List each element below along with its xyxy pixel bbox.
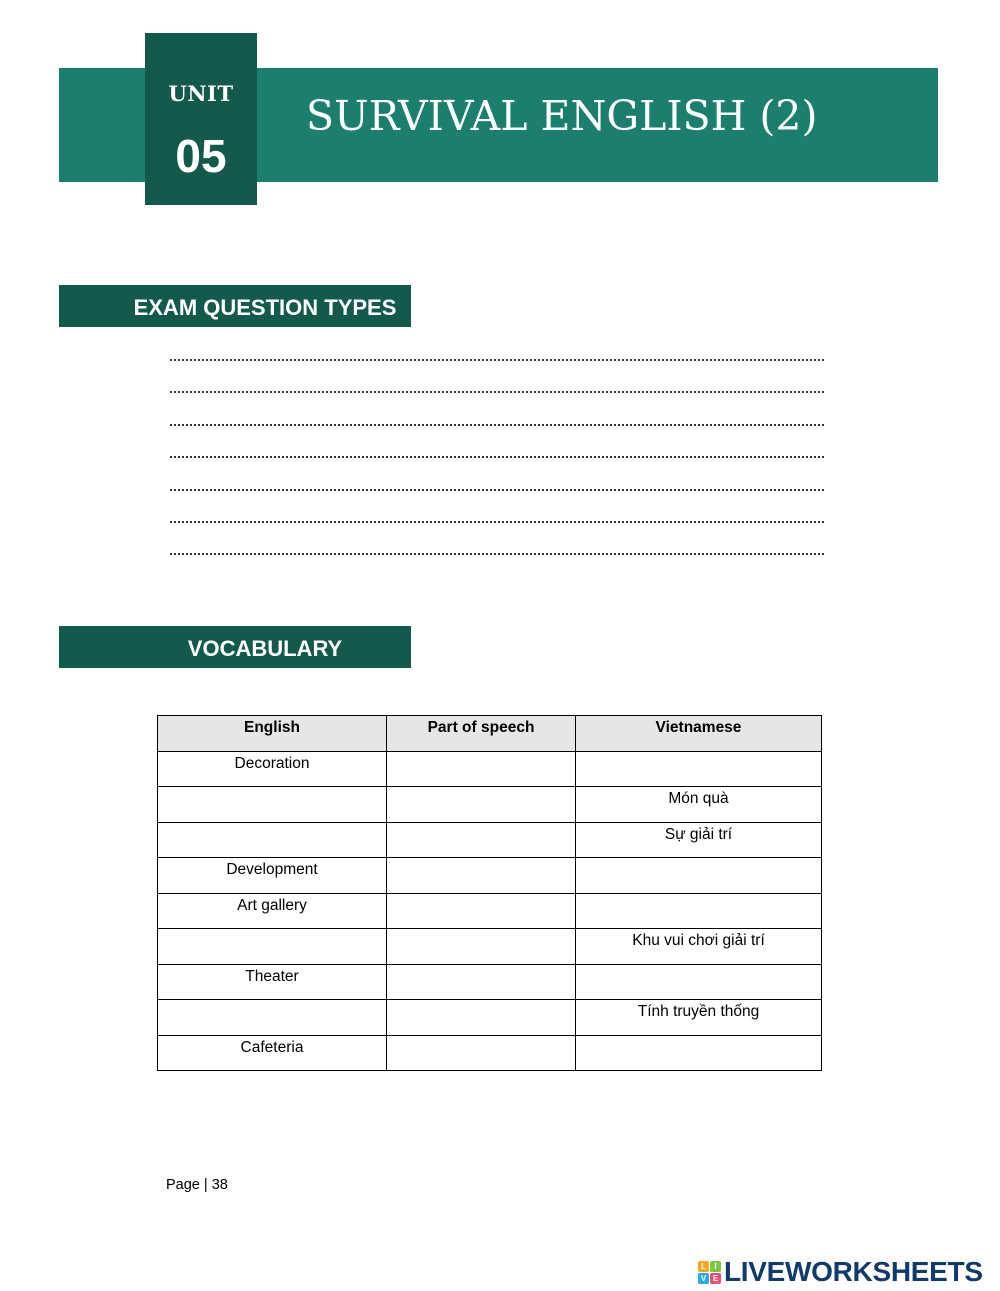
- table-row: [158, 964, 822, 1000]
- answer-line[interactable]: [170, 553, 824, 555]
- cell-vietnamese[interactable]: [576, 964, 822, 1000]
- logo-mark-letter: V: [698, 1273, 709, 1284]
- answer-line[interactable]: [170, 456, 824, 458]
- answer-line[interactable]: [170, 391, 824, 393]
- table-row: [158, 787, 822, 823]
- cell-english[interactable]: Art gallery: [158, 893, 387, 929]
- exam-question-types-heading: EXAM QUESTION TYPES: [59, 285, 411, 327]
- unit-number: 05: [175, 130, 227, 182]
- cell-english[interactable]: Cafeteria: [158, 1035, 387, 1071]
- unit-box: [145, 33, 257, 205]
- cell-english[interactable]: [158, 822, 387, 858]
- cell-vietnamese[interactable]: [576, 1035, 822, 1071]
- answer-line[interactable]: [170, 424, 824, 426]
- cell-english[interactable]: Development: [158, 858, 387, 894]
- cell-part-of-speech[interactable]: [387, 929, 576, 965]
- cell-vietnamese[interactable]: [576, 893, 822, 929]
- cell-part-of-speech[interactable]: [387, 751, 576, 787]
- header-english: English: [158, 716, 387, 752]
- table-row: [158, 893, 822, 929]
- logo-mark-letter: L: [698, 1261, 709, 1272]
- table-row: [158, 1000, 822, 1036]
- unit-label: UNIT: [168, 81, 234, 106]
- logo-mark-letter: I: [710, 1261, 721, 1272]
- cell-english[interactable]: [158, 787, 387, 823]
- cell-part-of-speech[interactable]: [387, 893, 576, 929]
- unit-title: SURVIVAL ENGLISH (2): [306, 92, 818, 140]
- cell-vietnamese[interactable]: Tính truyền thống: [576, 1000, 822, 1036]
- liveworksheets-logo: [698, 1256, 983, 1288]
- liveworksheets-logo-icon: [698, 1261, 721, 1284]
- cell-vietnamese[interactable]: Sự giải trí: [576, 822, 822, 858]
- cell-vietnamese[interactable]: Món quà: [576, 787, 822, 823]
- table-row: [158, 858, 822, 894]
- cell-part-of-speech[interactable]: [387, 858, 576, 894]
- table-row: [158, 929, 822, 965]
- table-row: [158, 822, 822, 858]
- page-number: Page | 38: [166, 1177, 228, 1193]
- cell-english[interactable]: [158, 1000, 387, 1036]
- cell-part-of-speech[interactable]: [387, 1000, 576, 1036]
- cell-english[interactable]: Decoration: [158, 751, 387, 787]
- table-row: [158, 1035, 822, 1071]
- answer-line[interactable]: [170, 489, 824, 491]
- cell-part-of-speech[interactable]: [387, 822, 576, 858]
- cell-vietnamese[interactable]: Khu vui chơi giải trí: [576, 929, 822, 965]
- table-row: [158, 751, 822, 787]
- logo-mark-letter: E: [710, 1273, 721, 1284]
- header-vietnamese: Vietnamese: [576, 716, 822, 752]
- vocabulary-table: [157, 715, 822, 1071]
- table-header-row: [158, 716, 822, 752]
- cell-english[interactable]: Theater: [158, 964, 387, 1000]
- liveworksheets-logo-text: LIVEWORKSHEETS: [724, 1256, 983, 1287]
- cell-part-of-speech[interactable]: [387, 1035, 576, 1071]
- answer-line[interactable]: [170, 359, 824, 361]
- cell-part-of-speech[interactable]: [387, 964, 576, 1000]
- header-part-of-speech: Part of speech: [387, 716, 576, 752]
- cell-english[interactable]: [158, 929, 387, 965]
- cell-vietnamese[interactable]: [576, 751, 822, 787]
- cell-vietnamese[interactable]: [576, 858, 822, 894]
- cell-part-of-speech[interactable]: [387, 787, 576, 823]
- vocabulary-heading: VOCABULARY: [59, 626, 411, 668]
- answer-line[interactable]: [170, 521, 824, 523]
